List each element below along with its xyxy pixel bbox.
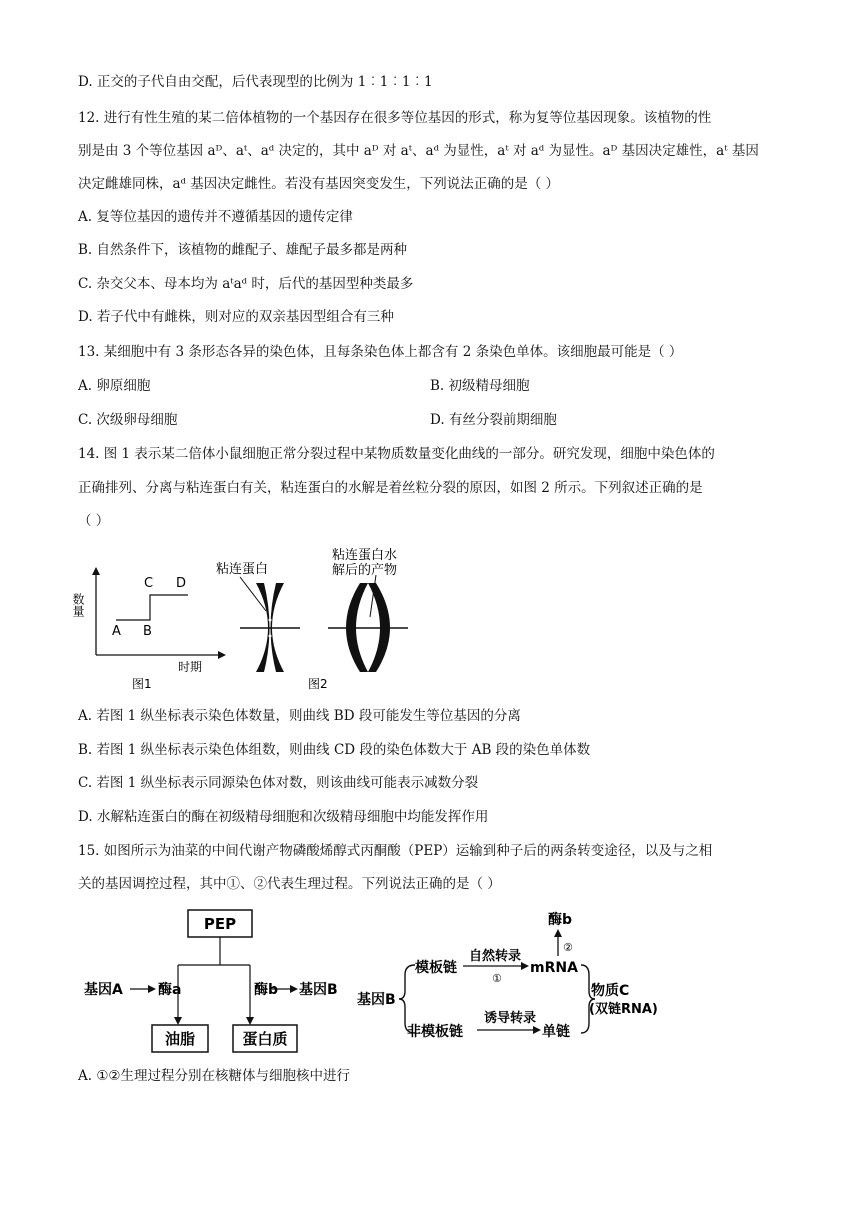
q14-figures	[70, 545, 420, 695]
q14-stem-line3: （ ）	[78, 513, 110, 529]
fig2-caption: 图2	[308, 677, 328, 691]
fig2-separated-chromosome	[328, 547, 408, 672]
nontemplate-strand: 非模板链	[407, 1024, 463, 1040]
q12-stem-line3: 决定雌雄同株，aᵈ 基因决定雌性。若没有基因突变发生，下列说法正确的是（ ）	[78, 176, 560, 192]
q13-option-d: D. 有丝分裂前期细胞	[430, 412, 557, 428]
natural-transcription: 自然转录	[469, 949, 522, 964]
q14-option-d: D. 水解粘连蛋白的酶在初级精母细胞和次级精母细胞中均能发挥作用	[78, 809, 489, 825]
template-strand: 模板链	[415, 960, 457, 976]
q12-option-d: D. 若子代中有雌株，则对应的双亲基因型组合有三种	[78, 309, 394, 325]
q14-stem-line1: 14. 图 1 表示某二倍体小鼠细胞正常分裂过程中某物质数量变化曲线的一部分。研究发现，细胞中染色体的	[78, 446, 715, 462]
q12-option-b: B. 自然条件下，该植物的雌配子、雄配子最多都是两种	[78, 242, 408, 258]
fig1-ylabel: 数量	[71, 593, 85, 617]
fig1-label-b: B	[143, 624, 152, 639]
single-strand-label: 单链	[542, 1024, 570, 1040]
enzyme-a-label: 酶a	[158, 982, 182, 998]
fig2-label-product-1: 粘连蛋白水	[332, 548, 398, 563]
pep-box: PEP	[203, 915, 237, 933]
fig1-label-a: A	[112, 624, 121, 639]
gene-b2-label: 基因B	[357, 992, 396, 1008]
q12-stem-line1: 12. 进行有性生殖的某二倍体植物的一个基因存在很多等位基因的形式，称为复等位基因现象。该植物的性	[78, 110, 712, 126]
q12-option-c: C. 杂交父本、母本均为 aᵗaᵈ 时，后代的基因型种类最多	[78, 276, 414, 292]
protein-box: 蛋白质	[242, 1030, 288, 1048]
enzyme-b2-label: 酶b	[548, 912, 573, 928]
gene-b-label: 基因B	[299, 982, 338, 998]
gene-a-label: 基因A	[84, 982, 123, 998]
q14-option-c: C. 若图 1 纵坐标表示同源染色体对数，则该曲线可能表示减数分裂	[78, 775, 479, 791]
enzyme-b-label: 酶b	[254, 982, 279, 998]
process-1-marker: ①	[492, 972, 502, 985]
q13-stem: 13. 某细胞中有 3 条形态各异的染色体，且每条染色体上都含有 2 条染色单体。该细胞最可能是（ ）	[78, 344, 683, 360]
fig2-label-cohesin: 粘连蛋白	[216, 562, 269, 577]
fig2-cohesin-chromosome	[216, 561, 328, 691]
dsrna-label: (双链RNA)	[589, 1002, 658, 1017]
oil-box: 油脂	[164, 1030, 196, 1048]
q15-option-a: A. ①②生理过程分别在核糖体与细胞核中进行	[78, 1068, 351, 1084]
fig1-label-c: C	[144, 576, 154, 591]
fig2-label-product-2: 解后的产物	[332, 563, 398, 578]
fig1-xlabel: 时期	[178, 660, 203, 674]
substance-c-label: 物质C	[591, 983, 630, 999]
q14-option-b: B. 若图 1 纵坐标表示染色体组数，则曲线 CD 段的染色体数大于 AB 段的染色单体数	[78, 742, 591, 758]
q15-pep-pathway	[78, 905, 358, 1060]
q13-option-b: B. 初级精母细胞	[430, 378, 530, 394]
q14-stem-line2: 正确排列、分离与粘连蛋白有关，粘连蛋白的水解是着丝粒分裂的原因，如图 2 所示。下列叙述正确的是	[78, 480, 703, 496]
fig1-caption: 图1	[132, 677, 152, 691]
q11-option-d: D. 正交的子代自由交配，后代表现型的比例为 1︰1︰1︰1	[78, 74, 433, 90]
q15-stem-line2: 关的基因调控过程，其中①、②代表生理过程。下列说法正确的是（ ）	[78, 876, 501, 892]
mrna-label: mRNA	[530, 960, 578, 976]
process-2-marker: ②	[563, 941, 573, 954]
q15-stem-line1: 15. 如图所示为油菜的中间代谢产物磷酸烯醇式丙酮酸（PEP）运输到种子后的两条转变途径，以及与之相	[78, 843, 713, 859]
induced-transcription: 诱导转录	[484, 1011, 537, 1026]
q12-option-a: A. 复等位基因的遗传并不遵循基因的遗传定律	[78, 209, 353, 225]
fig1-graph	[71, 567, 226, 691]
q12-stem-line2: 别是由 3 个等位基因 aᴰ、aᵗ、aᵈ 决定的，其中 aᴰ 对 aᵗ、aᵈ 为显性，aᵗ 对 aᵈ 为显性。aᴰ 基因决定雄性，aᵗ 基因	[78, 143, 759, 159]
q13-option-c: C. 次级卵母细胞	[78, 412, 178, 428]
fig1-label-d: D	[176, 576, 187, 591]
q15-gene-b-regulation	[355, 905, 685, 1045]
q14-option-a: A. 若图 1 纵坐标表示染色体数量，则曲线 BD 段可能发生等位基因的分离	[78, 708, 521, 724]
q13-option-a: A. 卵原细胞	[78, 378, 151, 394]
